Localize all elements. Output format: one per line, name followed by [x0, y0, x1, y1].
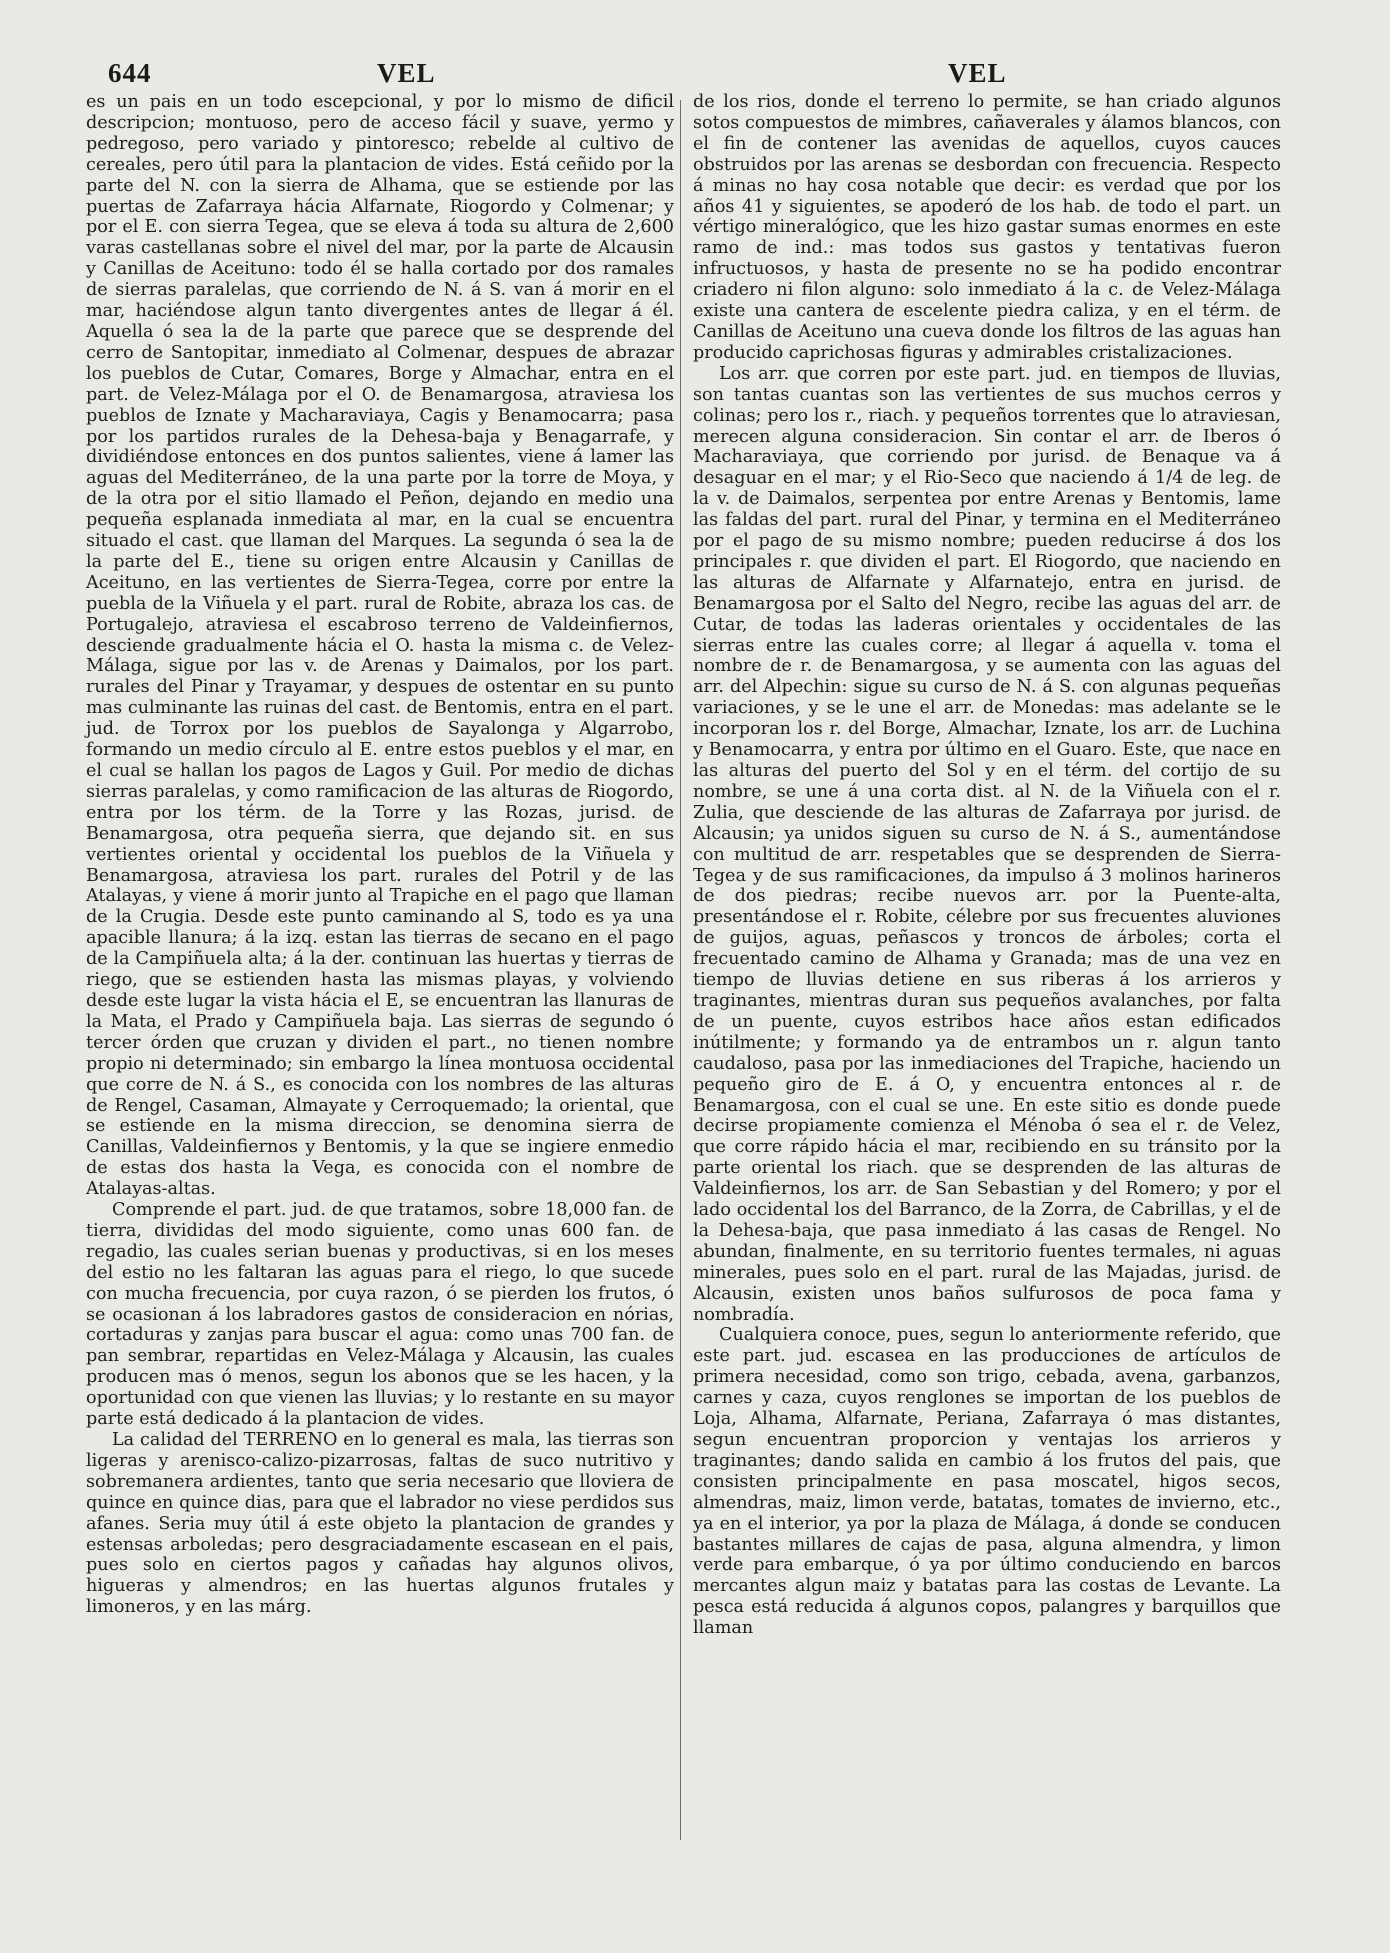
right-column	[693, 92, 1281, 1639]
left-running-head: VEL	[377, 58, 436, 88]
paragraph: de los rios, donde el terreno lo permite, se han criado algunos sotos compuestos de mimbres, cañaverales y álamos blancos, con el fin de contener las avenidas de aquellos, cuyos cauces obstruidos por las arenas se desbordan con frecuencia. Respecto á minas no hay cosa notable que decir: es verdad que por los años 41 y siguientes, se apoderó de los hab. de todo el part. un vértigo mineralógico, que les hizo gastar sumas enormes en este ramo de ind.: mas todos sus gastos y tentativas fueron infructuosos, y hasta de presente no se ha podido encontrar criadero ni filon alguno: solo inmediato á la c. de Velez-Málaga existe una cantera de escelente piedra caliza, y en el térm. de Canillas de Aceituno una cueva donde los filtros de las aguas han producido caprichosas figuras y admirables cristalizaciones.	[693, 92, 1281, 363]
right-running-head: VEL	[948, 58, 1007, 88]
paragraph: Comprende el part. jud. de que tratamos, sobre 18,000 fan. de tierra, divididas del modo siguiente, como unas 600 fan. de regadio, las cuales serian buenas y productivas, si en los meses del estio no les faltaran las aguas para el riego, lo que sucede con mucha frecuencia, por cuya razon, ó se pierden los frutos, ó se ocasionan á los labradores gastos de consideracion en nórias, cortaduras y zanjas para buscar el agua: como unas 700 fan. de pan sembrar, repartidas en Velez-Málaga y Alcausin, las cuales producen mas ó menos, segun los abonos que se les hacen, y la oportunidad con que vienen las lluvias; y lo restante en su mayor parte está dedicado á la plantacion de vides.	[86, 1200, 674, 1430]
paragraph: La calidad del TERRENO en lo general es mala, las tierras son ligeras y arenisco-calizo-pizarrosas, faltas de suco nutritivo y sobremanera ardientes, tanto que seria necesario que lloviera de quince en quince dias, para que el labrador no viese perdidos sus afanes. Seria muy útil á este objeto la plantacion de grandes y estensas arboledas; pero desgraciadamente escasean en el pais, pues solo en ciertos pagos y cañadas hay algunos olivos, higueras y almendros; en las huertas algunos frutales y limoneros, y en las márg.	[86, 1430, 674, 1618]
left-column	[86, 92, 674, 1618]
column-divider	[680, 100, 681, 1840]
paragraph: Los arr. que corren por este part. jud. en tiempos de lluvias, son tantas cuantas son las vertientes de sus muchos cerros y colinas; pero los r., riach. y pequeños torrentes que lo atraviesan, merecen alguna consideracion. Sin contar el arr. de Iberos ó Macharaviaya, que corriendo por jurisd. de Benaque va á desaguar en el mar; y el Rio-Seco que naciendo á 1/4 de leg. de la v. de Daimalos, serpentea por entre Arenas y Bentomis, lame las faldas del part. rural del Pinar, y termina en el Mediterráneo por el pago de su mismo nombre; pueden reducirse á dos los principales r. que dividen el part. El Riogordo, que naciendo en las alturas de Alfarnate y Alfarnatejo, entra en jurisd. de Benamargosa por el Salto del Negro, recibe las aguas del arr. de Cutar, de todas las laderas orientales y occidentales de las sierras entre las cuales corre; al llegar á aquella v. toma el nombre de r. de Benamargosa, y se aumenta con las aguas del arr. del Alpechin: sigue su curso de N. á S. con algunas pequeñas variaciones, y se le une el arr. de Monedas: mas adelante se le incorporan los r. del Borge, Almachar, Iznate, los arr. de Luchina y Benamocarra, y entra por último en el Guaro. Este, que nace en las alturas del puerto del Sol y en el térm. del cortijo de su nombre, se une á una corta dist. al N. de la Viñuela con el r. Zulia, que desciende de las alturas de Zafarraya por jurisd. de Alcausin; ya unidos siguen su curso de N. á S., aumentándose con multitud de arr. respetables que se desprenden de Sierra-Tegea y de sus ramificaciones, da impulso á 3 molinos harineros de dos piedras; recibe nuevos arr. por la Puente-alta, presentándose el r. Robite, célebre por sus frecuentes aluviones de guijos, aguas, peñascos y troncos de árboles; corta el frecuentado camino de Alhama y Granada; mas de una vez en tiempo de lluvias detiene en sus riberas á los arrieros y traginantes, mientras duran sus pequeños avalanches, por falta de un puente, cuyos estribos hace años estan edificados inútilmente; y formando ya de entrambos un r. algun tanto caudaloso, pasa por las inmediaciones del Trapiche, haciendo un pequeño giro de E. á O, y encuentra entonces al r. de Benamargosa, con el cual se une. En este sitio es donde puede decirse propiamente comienza el Ménoba ó sea el r. de Velez, que corre rápido hácia el mar, recibiendo en su tránsito por la parte oriental los riach. que se desprenden de las alturas de Valdeinfiernos, los arr. de San Sebastian y del Romero; y por el lado occidental los del Barranco, de la Zorra, de Cabrillas, y el de la Dehesa-baja, que pasa inmediato á las casas de Rengel. No abundan, finalmente, en su territorio fuentes termales, ni aguas minerales, pues solo en el part. rural de las Majadas, jurisd. de Alcausin, existen unos baños sulfurosos de poca fama y nombradía.	[693, 363, 1281, 1325]
page-number: 644	[108, 58, 152, 88]
paragraph: Cualquiera conoce, pues, segun lo anteriormente referido, que este part. jud. escasea en las producciones de artículos de primera necesidad, como son trigo, cebada, avena, garbanzos, carnes y caza, cuyos renglones se importan de los pueblos de Loja, Alhama, Alfarnate, Periana, Zafarraya ó mas distantes, segun encuentran proporcion y ventajas los arrieros y traginantes; dando salida en cambio á los frutos del pais, que consisten principalmente en pasa moscatel, higos secos, almendras, maiz, limon verde, batatas, tomates de invierno, etc., ya en el interior, ya por la plaza de Málaga, á donde se conducen bastantes millares de cajas de pasa, alguna almendra, y limon verde para embarque, ó ya por último conduciendo en barcos mercantes algun maiz y batatas para las costas de Levante. La pesca está reducida á algunos copos, palangres y barquillos que llaman	[693, 1325, 1281, 1639]
paragraph: es un pais en un todo escepcional, y por lo mismo de dificil descripcion; montuoso, pero de acceso fácil y suave, yermo y pedregoso, pero variado y pintoresco; rebelde al cultivo de cereales, pero útil para la plantacion de vides. Está ceñido por la parte del N. con la sierra de Alhama, que se estiende por las puertas de Zafarraya hácia Alfarnate, Riogordo y Colmenar; y por el E. con sierra Tegea, que se eleva á toda su altura de 2,600 varas castellanas sobre el nivel del mar, por la parte de Alcausin y Canillas de Aceituno: todo él se halla cortado por dos ramales de sierras paralelas, que corriendo de N. á S. van á morir en el mar, haciéndose algun tanto divergentes antes de llegar á él. Aquella ó sea la de la parte que parece que se desprende del cerro de Santopitar, inmediato al Colmenar, despues de abrazar los pueblos de Cutar, Comares, Borge y Almachar, entra en el part. de Velez-Málaga por el O. de Benamargosa, atraviesa los pueblos de Iznate y Macharaviaya, Cagis y Benamocarra; pasa por los partidos rurales de la Dehesa-baja y Benagarrafe, y dividiéndose entonces en dos puntos salientes, viene á lamer las aguas del Mediterráneo, de la una parte por la torre de Moya, y de la otra por el sitio llamado el Peñon, dejando en medio una pequeña esplanada inmediata al mar, en la cual se encuentra situado el cast. que llaman del Marques. La segunda ó sea la de la parte del E., tiene su origen entre Alcausin y Canillas de Aceituno, en las vertientes de Sierra-Tegea, corre por entre la puebla de la Viñuela y el part. rural de Robite, abraza los cas. de Portugalejo, atraviesa el escabroso terreno de Valdeinfiernos, desciende gradualmente hácia el O. hasta la misma c. de Velez-Málaga, sigue por las v. de Arenas y Daimalos, por los part. rurales del Pinar y Trayamar, y despues de ostentar en su punto mas culminante las ruinas del cast. de Bentomis, entra en el part. jud. de Torrox por los pueblos de Sayalonga y Algarrobo, formando un medio círculo al E. entre estos pueblos y el mar, en el cual se hallan los pagos de Lagos y Guil. Por medio de dichas sierras paralelas, y como ramificacion de las alturas de Riogordo, entra por los térm. de la Torre y las Rozas, jurisd. de Benamargosa, otra pequeña sierra, que dejando sit. en sus vertientes oriental y occidental los pueblos de la Viñuela y Benamargosa, atraviesa los part. rurales del Potril y de las Atalayas, y viene á morir junto al Trapiche en el pago que llaman de la Crugia. Desde este punto caminando al S, todo es ya una apacible llanura; á la izq. estan las tierras de secano en el pago de la Campiñuela alta; á la der. continuan las huertas y tierras de riego, que se estienden hasta las mismas playas, y volviendo desde este lugar la vista hácia el E, se encuentran las llanuras de la Mata, el Prado y Campiñuela baja. Las sierras de segundo ó tercer órden que cruzan y dividen el part., no tienen nombre propio ni determinado; sin embargo la línea montuosa occidental que corre de N. á S., es conocida con los nombres de las alturas de Rengel, Casaman, Almayate y Cerroquemado; la oriental, que se estiende en la misma direccion, se denomina sierra de Canillas, Valdeinfiernos y Bentomis, y la que se ingiere enmedio de estas dos hasta la Vega, es conocida con el nombre de Atalayas-altas.	[86, 92, 674, 1200]
